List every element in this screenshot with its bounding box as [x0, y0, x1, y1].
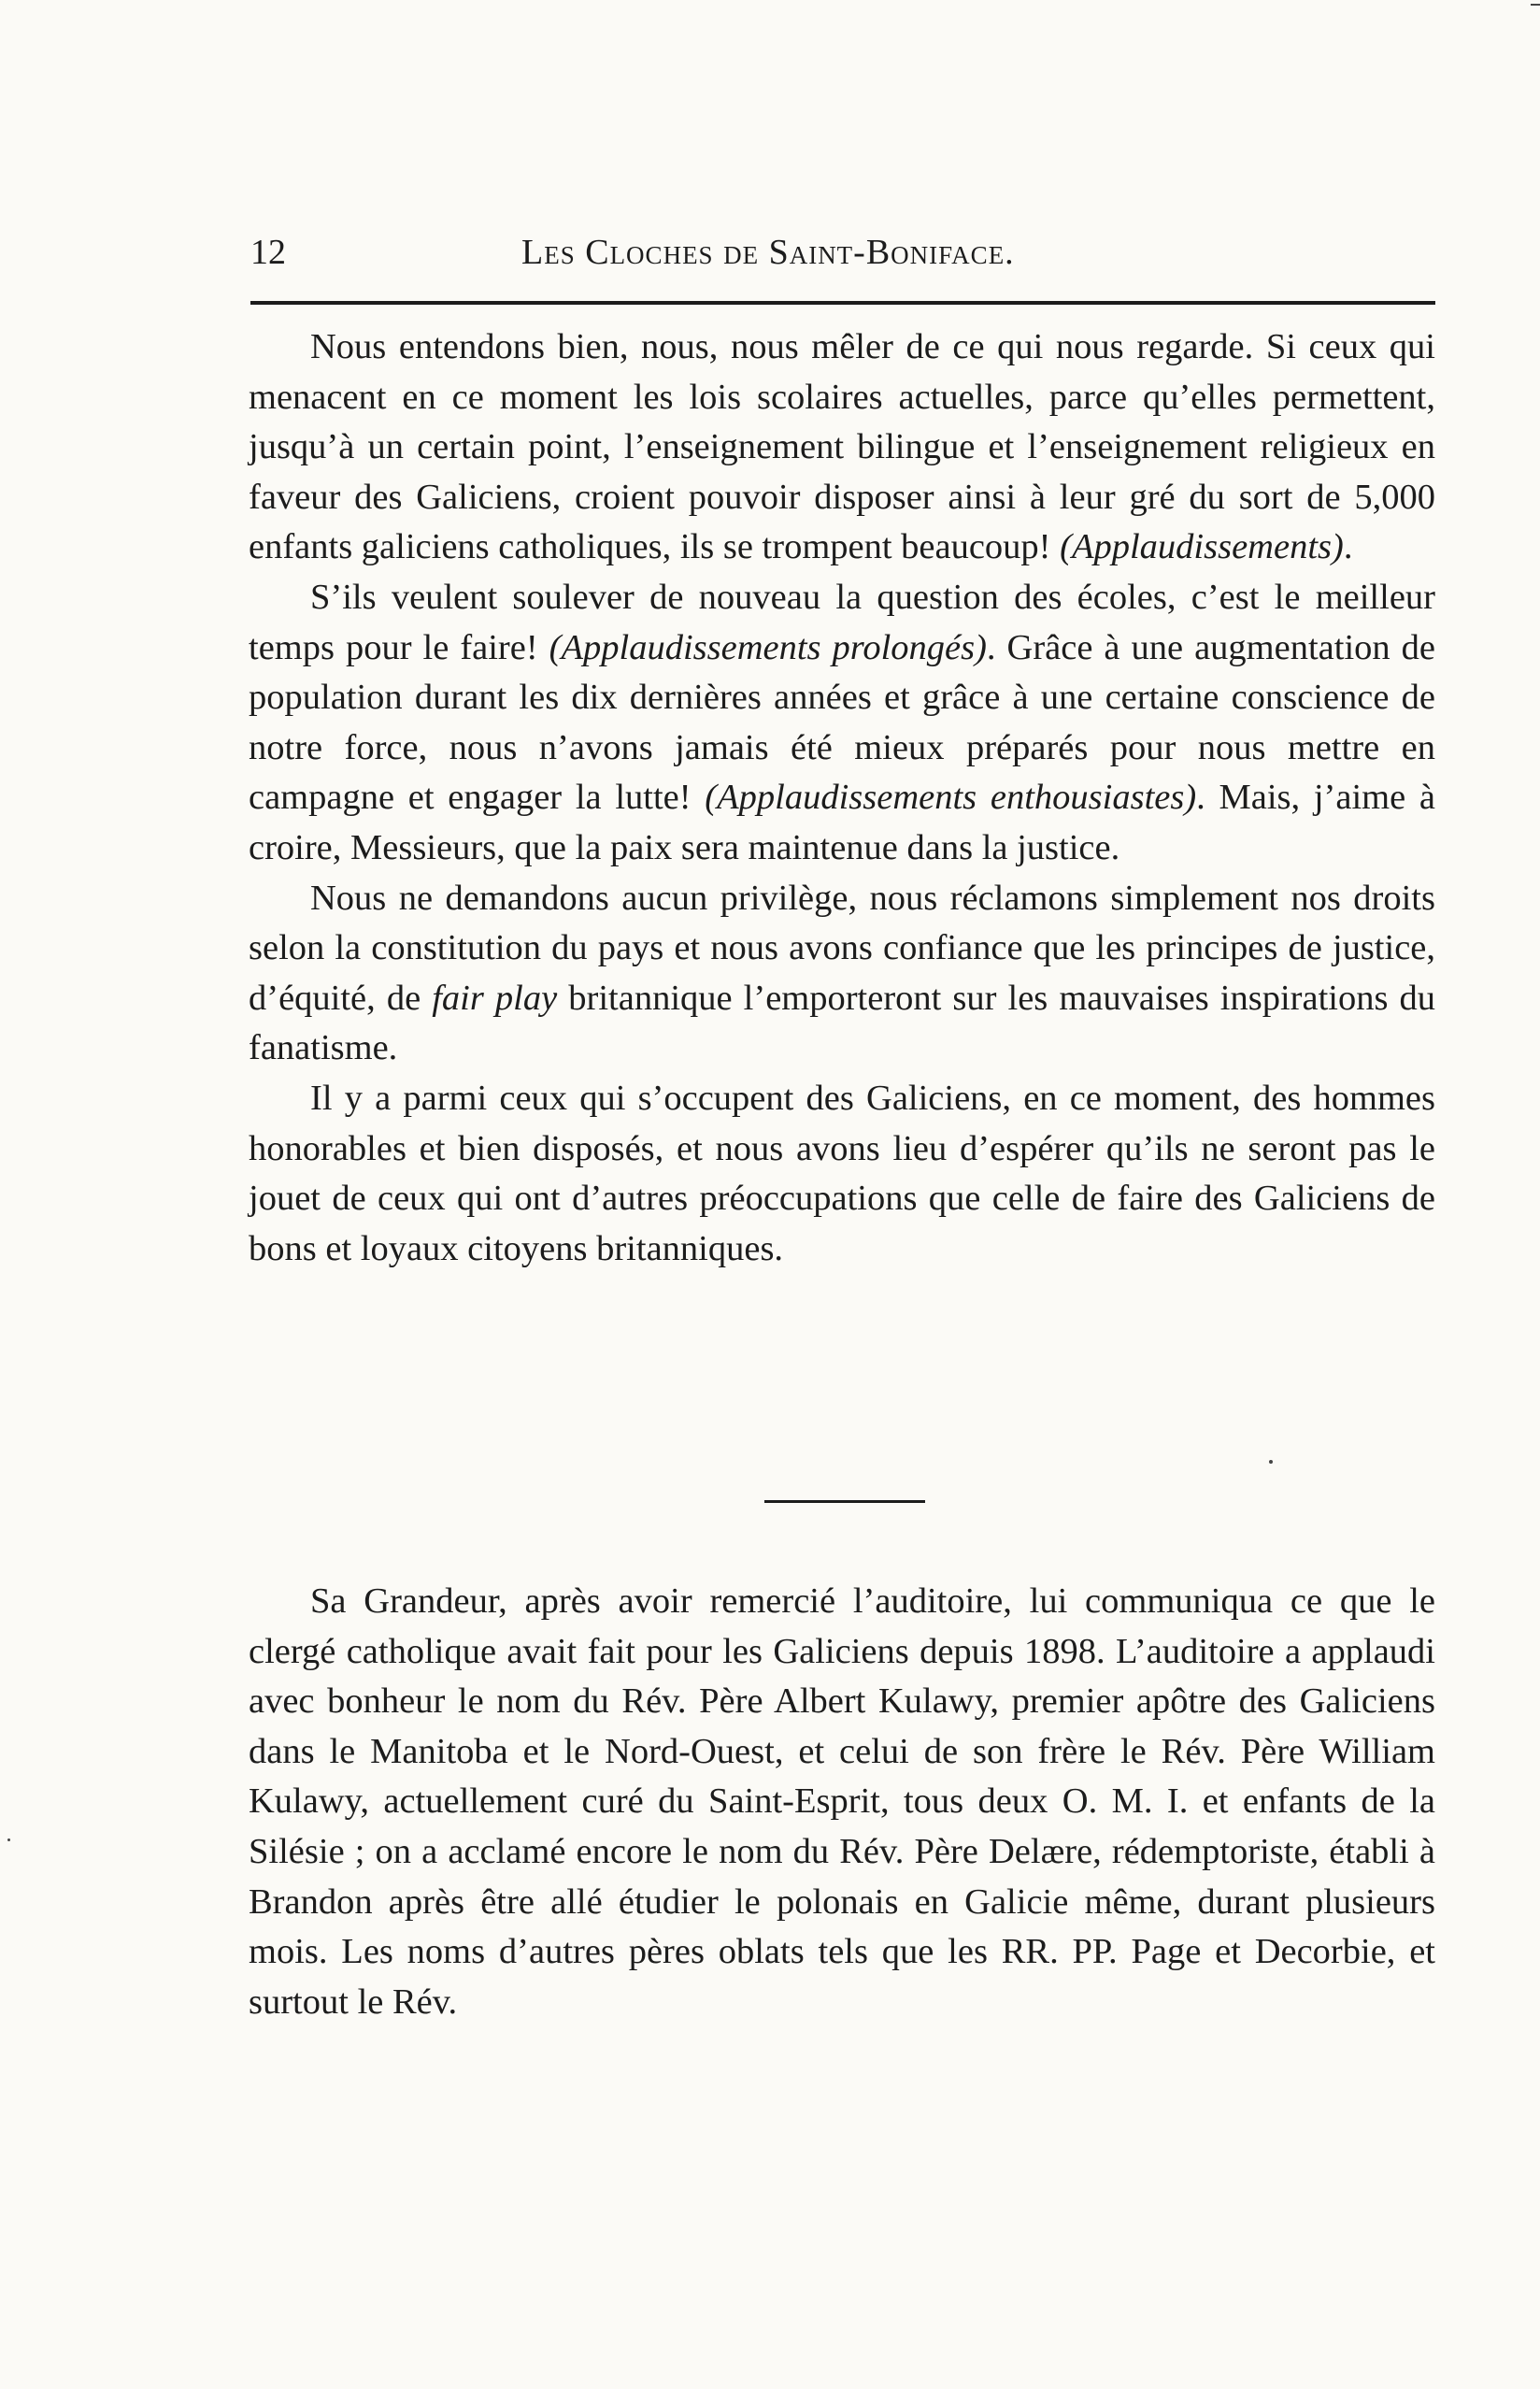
paragraph-2-text-c: . Mais, j’aime à croire, Messieurs, que la paix sera maintenue dans la justice.: [249, 778, 1435, 867]
paragraph-2-applause-prolonged: (Applaudissements prolongés): [549, 627, 987, 667]
print-speck: [7, 1838, 10, 1841]
header-rule: [250, 301, 1435, 305]
paragraph-4: [249, 1074, 1435, 1274]
paragraph-2-text-a: S’ils veulent soulever de nouveau la question des écoles, c’est le meilleur temps pour le faire!: [249, 577, 1435, 667]
section-separator: [764, 1500, 925, 1503]
running-title: Les Cloches de Saint-Boniface.: [521, 233, 1015, 272]
narrative-section: [249, 1577, 1435, 2027]
paragraph-1-text-b: .: [1343, 527, 1353, 567]
paragraph-1: [249, 322, 1435, 573]
speech-section: [249, 322, 1435, 1274]
page-header: [250, 226, 1435, 279]
print-speck: [1269, 1460, 1273, 1464]
paragraph-3-fair-play: fair play: [432, 978, 558, 1018]
paragraph-3: [249, 874, 1435, 1074]
paragraph-3-text-a: Nous ne demandons aucun privilège, nous réclamons simplement nos droits selon la constitution du pays et nous avons confiance que les principes de justice, d’équité, de: [249, 878, 1435, 1018]
paragraph-2-text-b: . Grâce à une augmentation de population durant les dix dernières années et grâce à une certaine conscience de notre force, nous n’avons jamais été mieux préparés pour nous mettre en campagne et engager la lutte!: [249, 627, 1435, 818]
print-speck: [1531, 4, 1540, 6]
paragraph-4-text: Il y a parmi ceux qui s’occupent des Galiciens, en ce moment, des hommes honorables et bien disposés, et nous avons lieu d’espérer qu’ils ne seront pas le jouet de ceux qui ont d’autres préoccupations que celle de faire des Galiciens de bons et loyaux citoyens britanniques.: [249, 1078, 1435, 1268]
paragraph-1-text-a: Nous entendons bien, nous, nous mêler de ce qui nous regarde. Si ceux qui menacent en ce moment les lois scolaires actuelles, parce qu’elles permettent, jusqu’à un certain point, l’enseignement bilingue et l’enseignement religieux en faveur des Galiciens, croient pouvoir disposer ainsi à leur gré du sort de 5,000 enfants galiciens catholiques, ils se trompent beaucoup!: [249, 327, 1435, 567]
page-number: 12: [250, 233, 286, 272]
paragraph-3-text-b: britannique l’emporteront sur les mauvaises inspirations du fanatisme.: [249, 978, 1435, 1068]
paragraph-2: [249, 573, 1435, 874]
paragraph-5: [249, 1577, 1435, 2027]
paragraph-2-applause-enthusiastic: (Applaudissements enthousiastes): [705, 778, 1197, 818]
paragraph-5-text: Sa Grandeur, après avoir remercié l’auditoire, lui communiqua ce que le clergé catholique avait fait pour les Galiciens depuis 1898. L’auditoire a applaudi avec bonheur le nom du Rév. Père Albert Kulawy, premier apôtre des Galiciens dans le Manitoba et le Nord-Ouest, et celui de son frère le Rév. Père William Kulawy, actuellement curé du Saint-Esprit, tous deux O. M. I. et enfants de la Silésie ; on a acclamé encore le nom du Rév. Père Delære, rédemptoriste, établi à Brandon après être allé étudier le polonais en Galicie même, durant plusieurs mois. Les noms d’autres pères oblats tels que les RR. PP. Page et Decorbie, et surtout le Rév.: [249, 1581, 1435, 2022]
paragraph-1-applause: (Applaudissements): [1060, 527, 1344, 567]
